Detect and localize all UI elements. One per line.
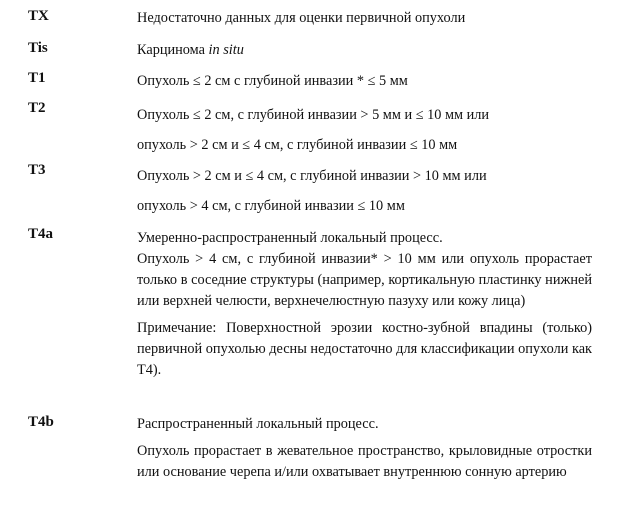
desc-t1 [137,72,592,90]
desc-t4a-note: Примечание: Поверхностной эрозии костно-зубной впадины (только) первичной опухолью десны недостаточно для классификации опухоли как Т4). [137,320,592,378]
code-tis: Tis [28,40,48,56]
desc-t3 [137,161,592,221]
desc-tis [137,41,592,59]
desc-t4b-p2: Опухоль прорастает в жевательное пространство, крыловидные отростки или основание черепа и/или охватывает внутреннюю сонную артерию [137,443,592,480]
code-tx: TX [28,8,49,24]
desc-t2-line-1: Опухоль ≤ 2 см, с глубиной инвазии > 5 мм и ≤ 10 мм или [137,107,490,123]
code-t4a: T4a [28,226,54,242]
desc-tis-italic: in situ [208,42,244,58]
desc-t4a [137,228,592,381]
desc-t4a-p2: Опухоль > 4 см, с глубиной инвазии* > 10 мм или опухоль прорастает только в соседние структуры (например, кортикальную пластинку нижней или верхней челюсти, верхнечелюстную пазуху или кожу лица) [137,251,592,309]
desc-tx [137,9,592,27]
code-t4b: T4b [28,414,54,430]
desc-t4a-p1: Умеренно-распространенный локальный процесс. [137,230,443,246]
code-t2: T2 [28,100,46,116]
desc-t2-line-2: опухоль > 2 см и ≤ 4 см, с глубиной инвазии ≤ 10 мм [137,137,458,153]
desc-t4b-p1: Распространенный локальный процесс. [137,416,379,432]
desc-tx-line-1: Недостаточно данных для оценки первичной опухоли [137,10,466,26]
code-t1: T1 [28,70,46,86]
desc-tis-prefix: Карцинома [137,42,209,58]
desc-t1-line-1: Опухоль ≤ 2 см с глубиной инвазии * ≤ 5 мм [137,73,408,89]
desc-t3-line-1: Опухоль > 2 см и ≤ 4 см, с глубиной инвазии > 10 мм или [137,168,487,184]
desc-t3-line-2: опухоль > 4 см, с глубиной инвазии ≤ 10 мм [137,198,405,214]
desc-t2 [137,100,592,160]
desc-t4b [137,414,592,483]
code-t3: T3 [28,162,46,178]
